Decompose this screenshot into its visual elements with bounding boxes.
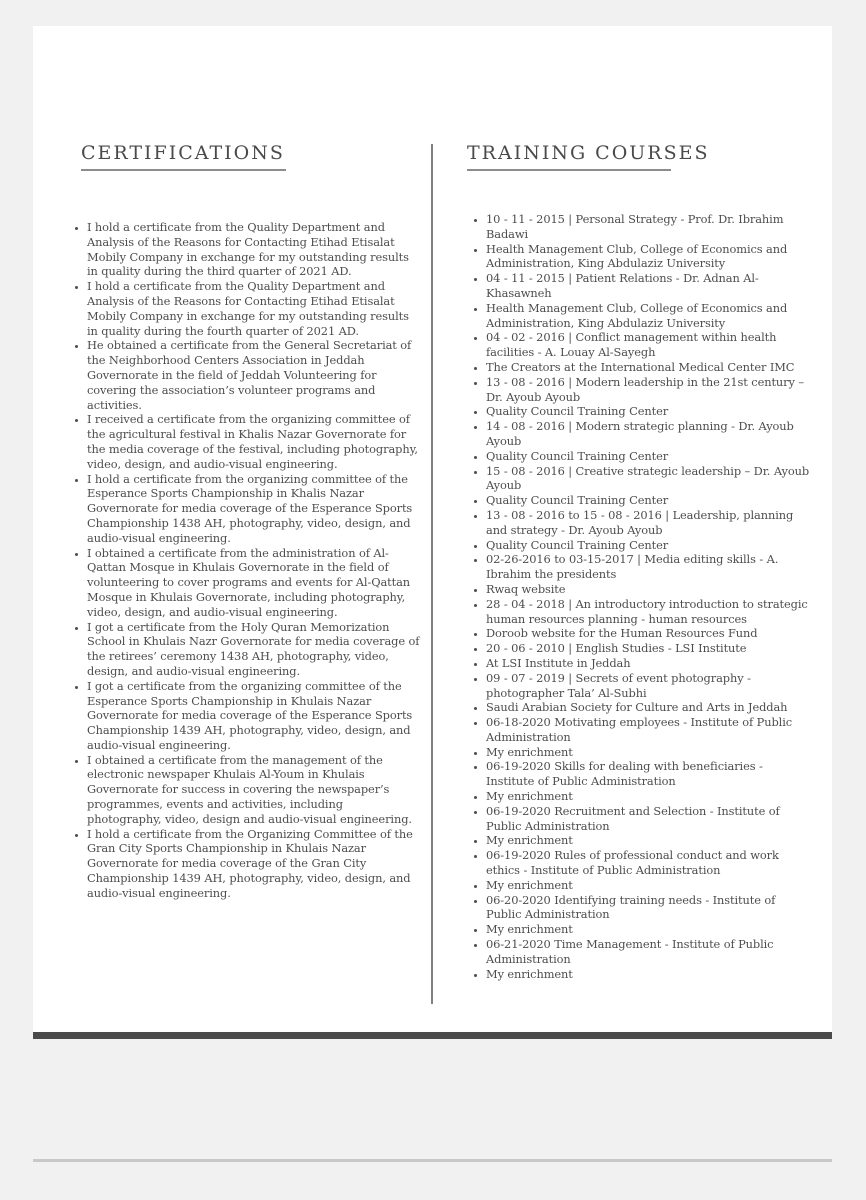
certification-item: • I obtained a certificate from the administration of Al-Qattan Mosque in Khulais Governorate in the field of volunteering to cover programs and events for Al-Qattan Mosque in Khulais Governorate, including photography, video, design, and audio-visual engineering. xyxy=(87,546,420,620)
training-course-item: • My enrichment xyxy=(486,833,814,848)
training-course-item: • 06-21-2020 Time Management - Institute of Public Administration xyxy=(486,937,814,967)
training-course-item: • Quality Council Training Center xyxy=(486,449,814,464)
training-course-item: • Rwaq website xyxy=(486,582,814,597)
next-page-preview xyxy=(33,1039,832,1162)
certification-item: • I hold a certificate from the Organizing Committee of the Gran City Sports Championship in Khulais Nazar Governorate for media coverage of the Gran City Championship 1439 AH, photography, video, design, and audio-visual engineering. xyxy=(87,827,420,901)
certification-item: • I got a certificate from the Holy Quran Memorization School in Khulais Nazr Governorate for media coverage of the retirees’ ceremony 1438 AH, photography, video, design, and audio-visual engineering. xyxy=(87,620,420,679)
training-course-item: • 13 - 08 - 2016 | Modern leadership in the 21st century – Dr. Ayoub Ayoub xyxy=(486,375,814,405)
training-course-item: • 04 - 02 - 2016 | Conflict management within health facilities - A. Louay Al-Sayegh xyxy=(486,330,814,360)
training-course-item: • 15 - 08 - 2016 | Creative strategic leadership – Dr. Ayoub Ayoub xyxy=(486,464,814,494)
certifications-list xyxy=(67,220,420,901)
training-courses-heading: TRAINING COURSES xyxy=(467,142,710,164)
training-course-item: • My enrichment xyxy=(486,789,814,804)
training-course-item: • My enrichment xyxy=(486,878,814,893)
training-course-item: • Quality Council Training Center xyxy=(486,493,814,508)
training-course-item: • Quality Council Training Center xyxy=(486,538,814,553)
certification-item: • I obtained a certificate from the management of the electronic newspaper Khulais Al-Youm in Khulais Governorate for success in covering the newspaper’s programmes, events and activities, including photography, video, design and audio-visual engineering. xyxy=(87,753,420,827)
training-course-item: • At LSI Institute in Jeddah xyxy=(486,656,814,671)
training-course-item: • My enrichment xyxy=(486,745,814,760)
certification-item: • I got a certificate from the organizing committee of the Esperance Sports Championship in Khulais Nazar Governorate for media coverage of the Esperance Sports Championship 1439 AH, photography, video, design, and audio-visual engineering. xyxy=(87,679,420,753)
page-bottom-band xyxy=(33,1032,832,1039)
training-course-item: • 10 - 11 - 2015 | Personal Strategy - Prof. Dr. Ibrahim Badawi xyxy=(486,212,814,242)
training-course-item: • 06-18-2020 Motivating employees - Institute of Public Administration xyxy=(486,715,814,745)
certification-item: • I hold a certificate from the Quality Department and Analysis of the Reasons for Contacting Etihad Etisalat Mobily Company in exchange for my outstanding results in quality during the third quarter of 2021 AD. xyxy=(87,220,420,279)
certifications-heading: CERTIFICATIONS xyxy=(81,142,285,164)
training-course-item: • 06-19-2020 Recruitment and Selection - Institute of Public Administration xyxy=(486,804,814,834)
training-course-item: • 02-26-2016 to 03-15-2017 | Media editing skills - A. Ibrahim the presidents xyxy=(486,552,814,582)
training-course-item: • Health Management Club, College of Economics and Administration, King Abdulaziz University xyxy=(486,242,814,272)
certification-item: • He obtained a certificate from the General Secretariat of the Neighborhood Centers Association in Jeddah Governorate in the field of Jeddah Volunteering for covering the association’s volunteer programs and activities. xyxy=(87,338,420,412)
training-course-item: • 04 - 11 - 2015 | Patient Relations - Dr. Adnan Al-Khasawneh xyxy=(486,271,814,301)
training-course-item: • 20 - 06 - 2010 | English Studies - LSI Institute xyxy=(486,641,814,656)
training-course-item: • Quality Council Training Center xyxy=(486,404,814,419)
training-course-item: • 06-20-2020 Identifying training needs - Institute of Public Administration xyxy=(486,893,814,923)
training-course-item: • 09 - 07 - 2019 | Secrets of event photography - photographer Tala’ Al-Subhi xyxy=(486,671,814,701)
column-divider xyxy=(431,144,433,1004)
training-course-item: • 28 - 04 - 2018 | An introductory introduction to strategic human resources planning - human resources xyxy=(486,597,814,627)
training-course-item: • 13 - 08 - 2016 to 15 - 08 - 2016 | Leadership, planning and strategy - Dr. Ayoub Ayoub xyxy=(486,508,814,538)
training-courses-list xyxy=(466,212,814,981)
certifications-heading-underline xyxy=(81,169,286,171)
training-course-item: • My enrichment xyxy=(486,922,814,937)
certification-item: • I hold a certificate from the Quality Department and Analysis of the Reasons for Contacting Etihad Etisalat Mobily Company in exchange for my outstanding results in quality during the fourth quarter of 2021 AD. xyxy=(87,279,420,338)
training-course-item: • My enrichment xyxy=(486,967,814,982)
certification-item: • I hold a certificate from the organizing committee of the Esperance Sports Championship in Khalis Nazar Governorate for media coverage of the Esperance Sports Championship 1438 AH, photography, video, design, and audio-visual engineering. xyxy=(87,472,420,546)
training-course-item: • 06-19-2020 Skills for dealing with beneficiaries - Institute of Public Administration xyxy=(486,759,814,789)
training-course-item: • 14 - 08 - 2016 | Modern strategic planning - Dr. Ayoub Ayoub xyxy=(486,419,814,449)
training-courses-heading-underline xyxy=(467,169,671,171)
training-course-item: • The Creators at the International Medical Center IMC xyxy=(486,360,814,375)
training-course-item: • Health Management Club, College of Economics and Administration, King Abdulaziz University xyxy=(486,301,814,331)
certification-item: • I received a certificate from the organizing committee of the agricultural festival in Khalis Nazar Governorate for the media coverage of the festival, including photography, video, design, and audio-visual engineering. xyxy=(87,412,420,471)
training-course-item: • Saudi Arabian Society for Culture and Arts in Jeddah xyxy=(486,700,814,715)
training-course-item: • 06-19-2020 Rules of professional conduct and work ethics - Institute of Public Administration xyxy=(486,848,814,878)
training-course-item: • Doroob website for the Human Resources Fund xyxy=(486,626,814,641)
